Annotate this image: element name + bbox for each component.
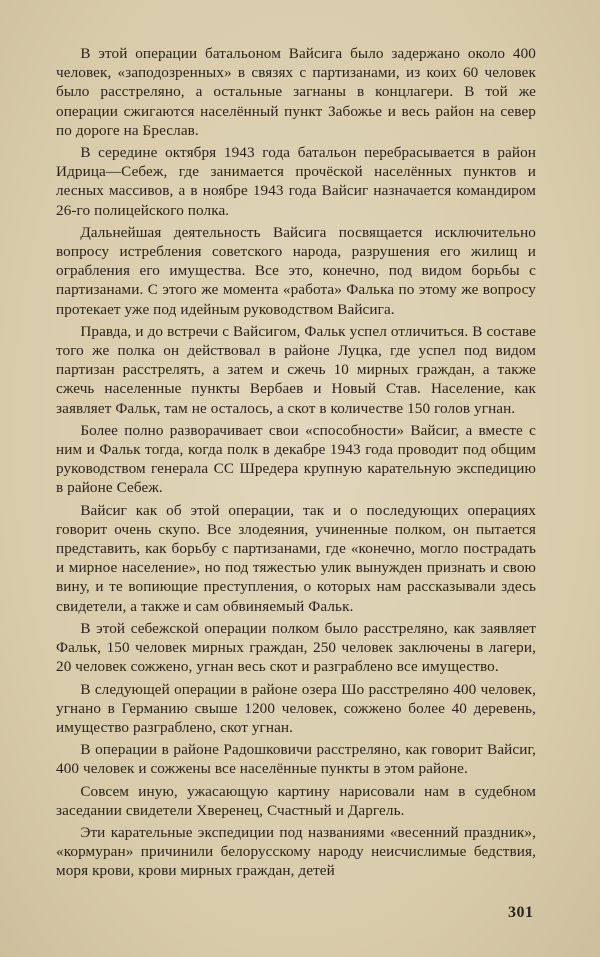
paragraph-6: Вайсиг как об этой операции, так и о последующих операциях говорит очень скупо. Все злодеяния, учиненные полком, он пытается представить, как борьбу с партизанами, где «конечно, могло пострадать и мирное население», но под тяжестью улик вынужден признать и свою вину, и те вопиющие преступления, о которых нам рассказывали здесь свидетели, а также и сам обвиняемый Фальк. [56,501,536,615]
paragraph-9: В операции в районе Радошковичи расстреляно, как говорит Вайсиг, 400 человек и сожжены все населённые пункты в этом районе. [56,741,536,778]
page-number: 301 [508,904,534,921]
paragraph-1: В этой операции батальоном Вайсига было задержано около 400 человек, «заподозренных» в связях с партизанами, из коих 60 человек было расстреляно, а остальные загнаны в концлагери. В той же операции сжигаются населённый пункт Забожье и весь район на север по дороге на Бреслав. [56,45,536,139]
paragraph-4: Правда, и до встречи с Вайсигом, Фальк успел отличиться. В составе того же полка он действовал в районе Луцка, где успел под видом партизан расстрелять, а затем и сжечь 10 мирных граждан, а также сжечь населенные пункты Вербаев и Новый Став. Население, как заявляет Фальк, там не осталось, а скот в количестве 150 голов угнан. [56,322,536,417]
paragraph-10: Совсем иную, ужасающую картину нарисовали нам в судебном заседании свидетели Хверенец, Счастный и Даргель. [56,782,536,819]
body-text [56,44,536,884]
paragraph-11: Эти карательные экспедиции под названиями «весенний праздник», «кормуран» причинили белорусскому народу неисчислимые бедствия, моря крови, крови мирных граждан, детей [56,823,536,880]
paragraph-5: Более полно разворачивает свои «способности» Вайсиг, а вместе с ним и Фальк тогда, когда полк в декабре 1943 года проводит под общим руководством генерала СС Шредера крупную карательную экспедицию в районе Себеж. [56,421,536,497]
paragraph-3: Дальнейшая деятельность Вайсига посвящается исключительно вопросу истребления советского народа, разрушения его жилищ и ограбления его имущества. Все это, конечно, под видом борьбы с партизанами. С этого же момента «работа» Фалька по этому же вопросу протекает уже под идейным руководством Вайсига. [56,223,536,318]
paragraph-2: В середине октября 1943 года батальон перебрасывается в район Идрица—Себеж, где занимается прочёской населённых пунктов и лесных массивов, а в ноябре 1943 года Вайсиг назначается командиром 26-го полицейского полка. [56,144,536,219]
paragraph-8: В следующей операции в районе озера Шо расстреляно 400 человек, угнано в Германию свыше 1200 человек, сожжено более 40 деревень, имущество разграблено, скот угнан. [56,680,536,736]
paragraph-7: В этой себежской операции полком было расстреляно, как заявляет Фальк, 150 человек мирных граждан, 250 человек заключены в лагери, 20 человек сожжено, угнан весь скот и разграблено все имущество. [56,619,536,676]
